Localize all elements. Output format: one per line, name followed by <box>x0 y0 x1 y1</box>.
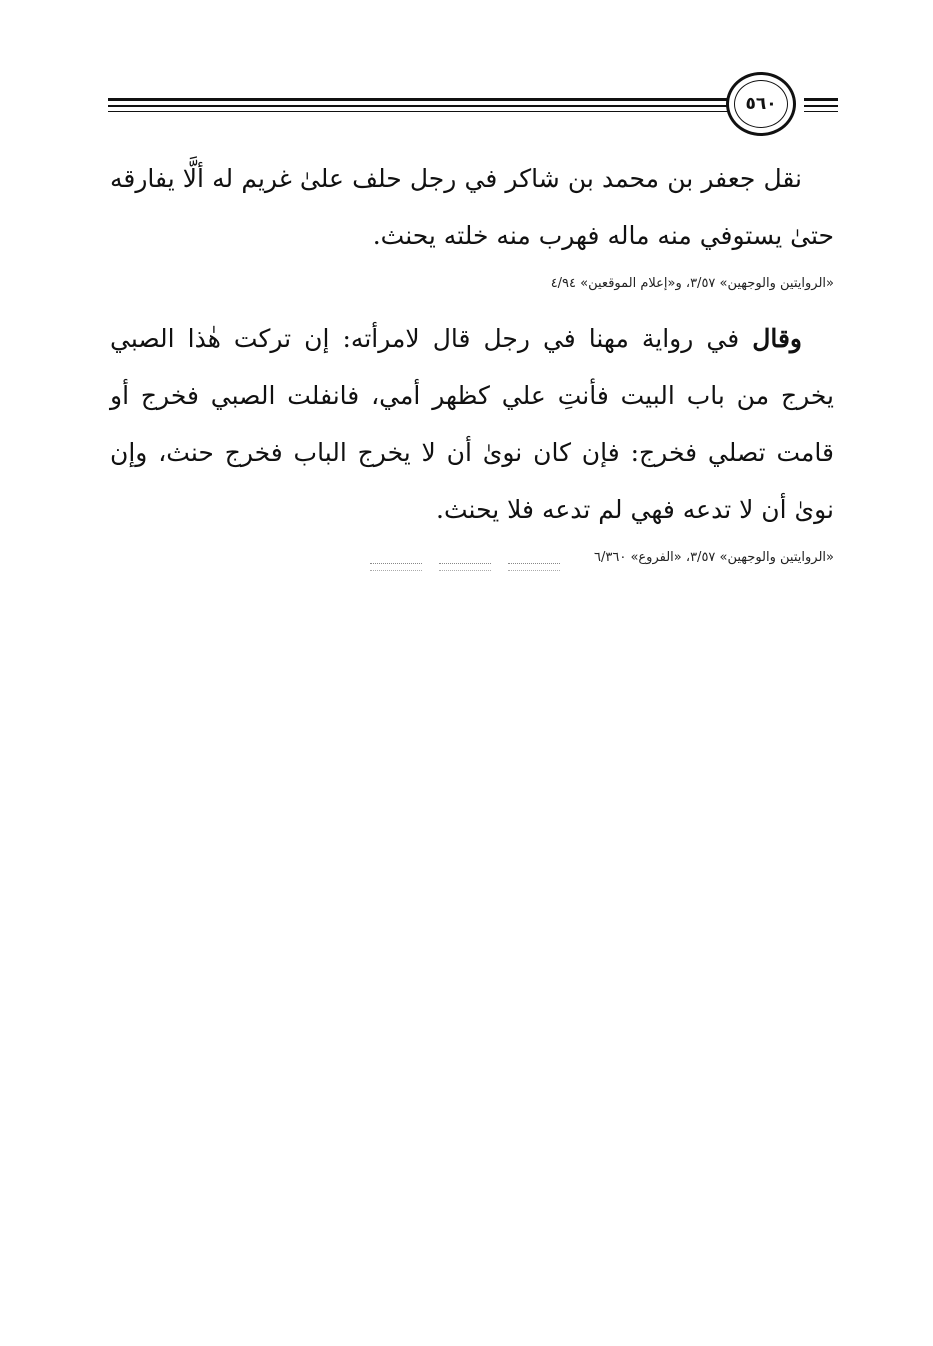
divider-mark <box>508 563 560 571</box>
paragraph-text: نقل جعفر بن محمد بن شاكر في رجل حلف علىٰ غريم له ألَّا يفارقه حتىٰ يستوفي منه ماله فهرب منه خلته يحنث. <box>110 164 834 250</box>
paragraph-text: في رواية مهنا في رجل قال لامرأته: إن تركت هٰذا الصبي يخرج من باب البيت فأنتِ علي كظهر أمي، فانفلت الصبي فخرج أو قامت تصلي فخرج: فإن كان نوىٰ أن لا يخرج الباب فخرج حنث، وإن نوىٰ أن لا تدعه فهي لم تدعه فلا يحنث. <box>110 324 834 524</box>
header-rule <box>108 105 728 107</box>
divider-mark <box>370 563 422 571</box>
header-rule-stub <box>804 111 838 112</box>
paragraph <box>110 310 834 538</box>
page-number: ٥٦٠ <box>734 80 788 128</box>
header-rule-stub <box>804 105 838 107</box>
header-rule-stub <box>804 98 838 101</box>
reference-note: «الروايتين والوجهين» ٣/٥٧، «الفروع» ٦/٣٦٠ <box>594 550 834 565</box>
paragraph <box>110 150 834 264</box>
page-number-badge <box>726 72 796 136</box>
section-divider-ornament <box>370 560 560 574</box>
reference-note: «الروايتين والوجهين» ٣/٥٧، و«إعلام الموقعين» ٤/٩٤ <box>550 276 834 291</box>
page-body <box>110 150 834 584</box>
divider-mark <box>439 563 491 571</box>
header-rule <box>108 98 728 101</box>
header-rule <box>108 111 728 112</box>
paragraph-lead: وقال <box>752 324 802 353</box>
page-header <box>108 68 838 138</box>
